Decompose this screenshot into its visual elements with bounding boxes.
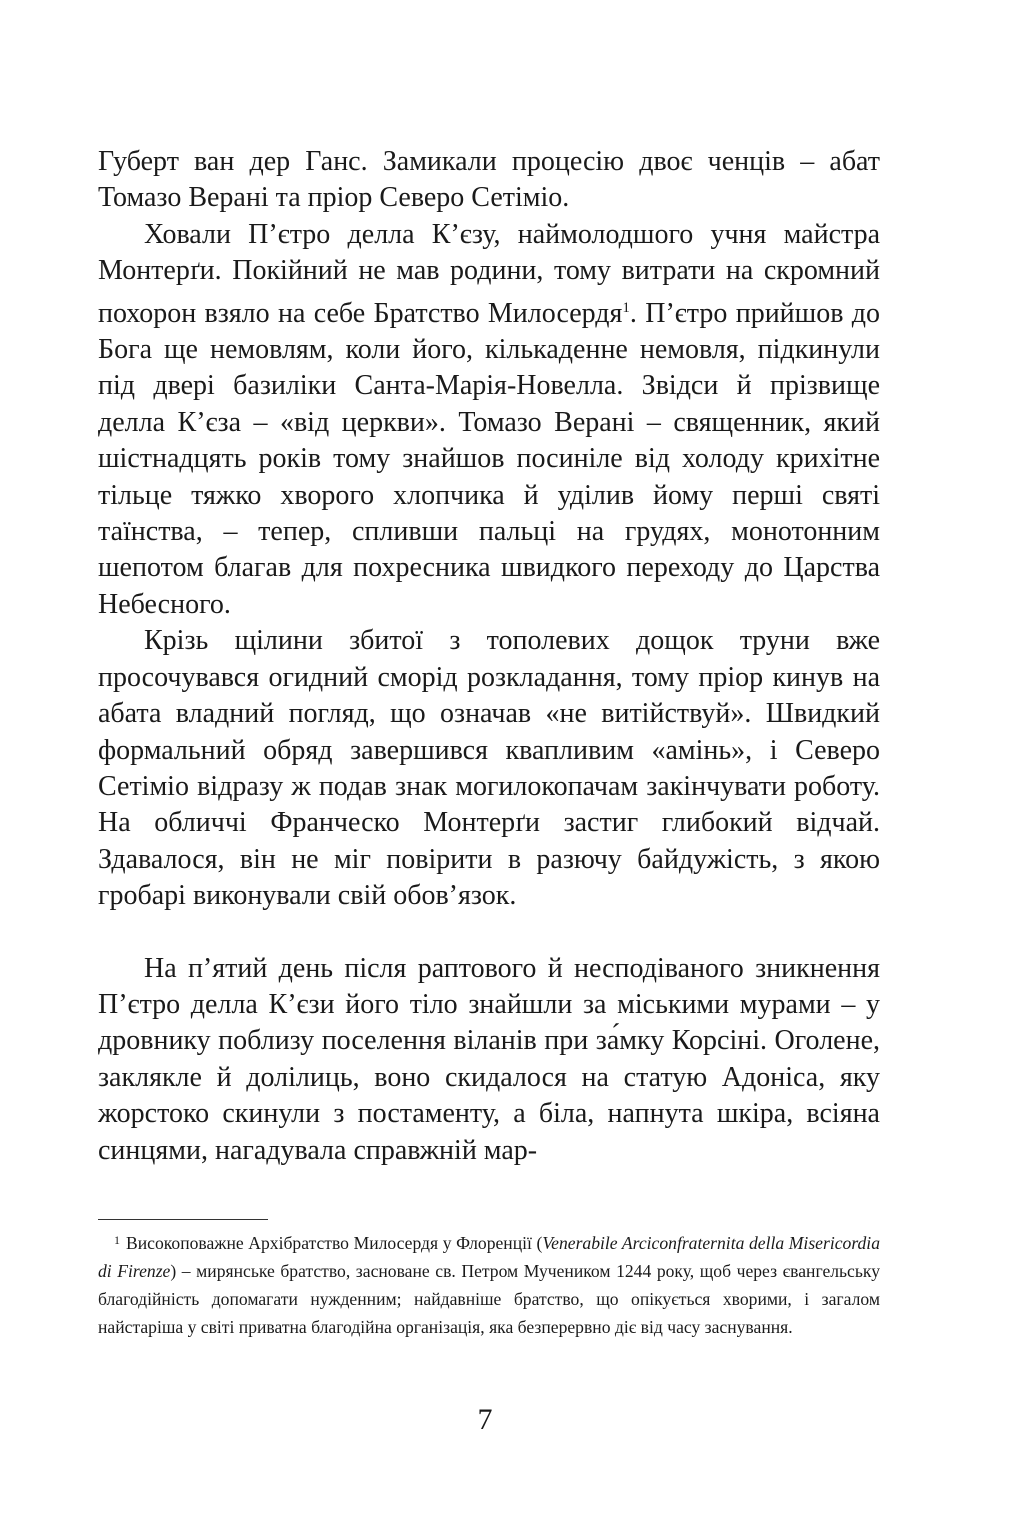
main-text — [98, 144, 880, 1169]
footnote-text-start: Високоповажне Архібратство Милосердя у Флоренції ( — [126, 1233, 543, 1253]
paragraph-1: Губерт ван дер Ганс. Замикали процесію двоє ченців – абат Томазо Верані та пріор Северо Сетіміо. — [98, 146, 880, 214]
page-number: 7 — [477, 1403, 493, 1436]
paragraph-4: На п’ятий день після раптового й несподіваного зникнення П’єтро делла К’єзи його тіло знайшли за міськими мурами – у дровнику поблизу поселення віланів при за́мку Корсіні. Оголене, заклякле й долілиць, воно скидалося на статую Адоніса, яку жорстоко скинули з постаменту, а біла, напнута шкіра, всіяна синцями, нагадувала справжній мар- — [98, 952, 880, 1166]
paragraph-2-text-end: . П’єтро прийшов до Бога ще немовлям, коли його, кількаденне немовля, підкинули під двері базиліки Санта-Марія-Новелла. Звідси й прізвище делла К’єза – «від церкви». Томазо Верані – священник, який шістнадцять років тому знайшов посиніле від холоду крихітне тільце тяжко хворого хлопчика й уділив йому перші святі таїнства, – тепер, спливши пальці на грудях, монотонним шепотом благав для похресника швидкого переходу до Царства Небесного. — [98, 297, 881, 620]
footnote-reference: 1 — [622, 299, 630, 316]
footnote-divider — [98, 1219, 268, 1220]
footnote-marker: 1 — [114, 1233, 120, 1247]
footnote — [98, 1226, 880, 1341]
paragraph-3: Крізь щілини збитої з тополевих дощок труни вже просочувався огидний сморід розкладання, тому пріор кинув на абата владний погляд, що означав «не витійствуй». Швидкий формальний обряд завершився квапливим «амінь», і Северо Сетіміо відразу ж подав знак могилокопачам закінчувати роботу. На обличчі Франческо Монтерґи застиг глибокий відчай. Здавалося, він не міг повірити в разючу байдужість, з якою гробарі виконували свій обов’язок. — [98, 625, 880, 912]
footnote-paragraph — [98, 1226, 880, 1341]
paragraph-2 — [98, 217, 880, 623]
footnote-text-end: ) – мирянське братство, засноване св. Петром Мучеником 1244 року, щоб через євангельську благодійність допомагати нужденним; найдавніше братство, що опікується хворими, і загалом найстаріша у світі приватна благодійна організація, яка безперервно діє від часу заснування. — [98, 1261, 880, 1337]
footnote-italic-title: Venerabile Arciconfraternita della Misericordia di Firenze — [98, 1233, 880, 1281]
paragraph-2-text-start: Ховали П’єтро делла К’єзу, наймолодшого учня майстра Монтерґи. Покійний не мав родини, тому витрати на скромний похорон взяло на себе Братство Милосердя — [98, 218, 880, 329]
